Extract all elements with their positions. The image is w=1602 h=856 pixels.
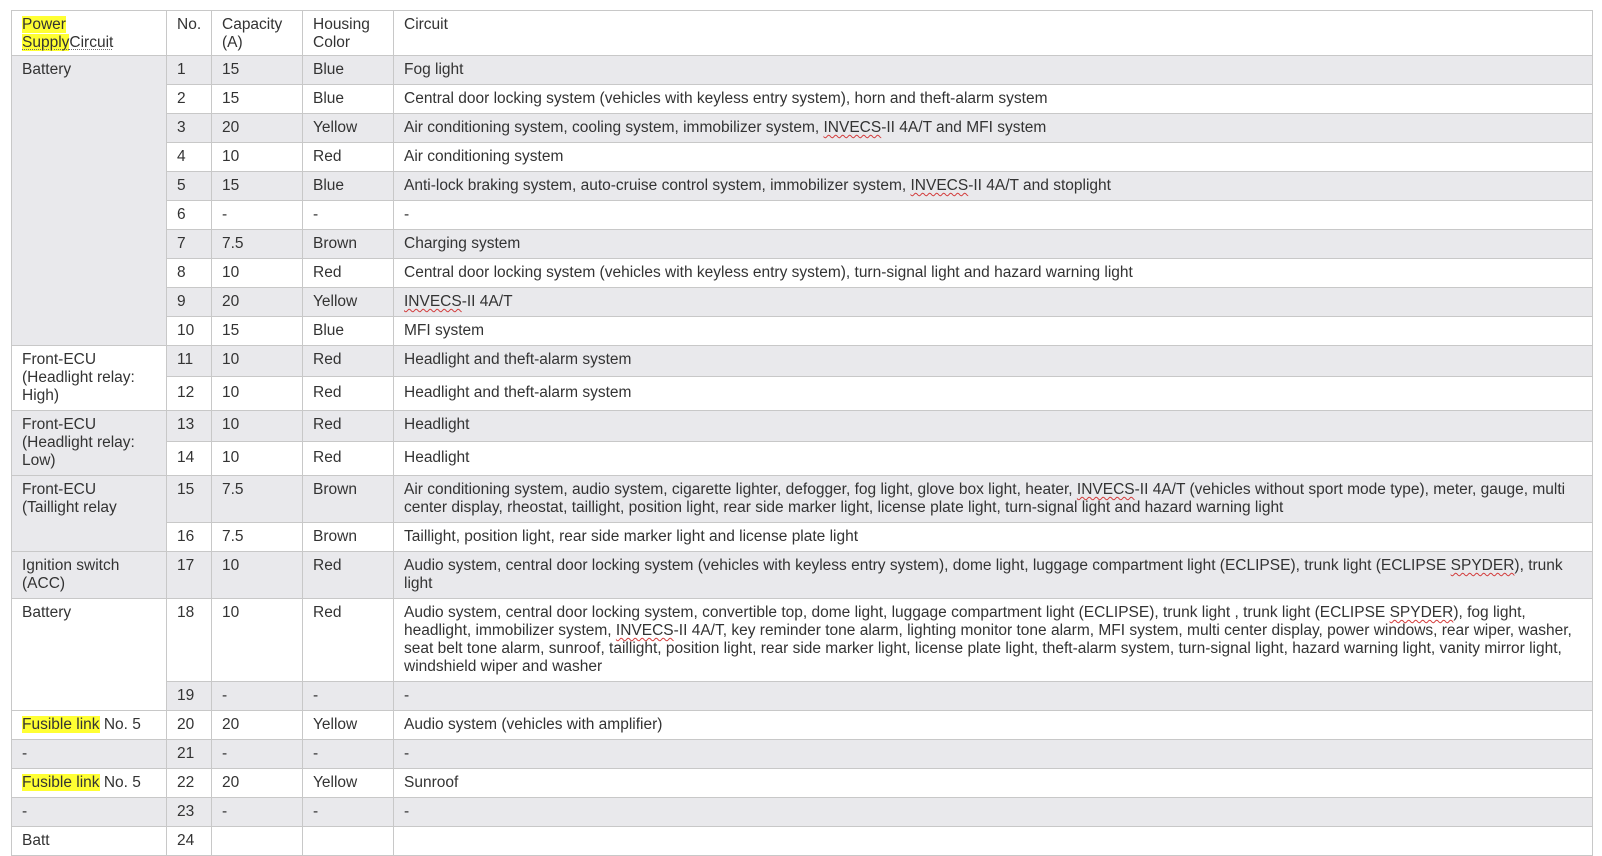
fuse-no: 7 [167,230,212,259]
table-row [12,143,1593,172]
fuse-capacity: 7.5 [212,230,303,259]
fuse-circuit: - [394,798,1593,827]
circuit-text: -II 4A/T and stoplight [968,177,1111,194]
table-row [12,798,1593,827]
fuse-circuit [394,599,1593,682]
fuse-capacity: 10 [212,552,303,599]
header-row [12,11,1593,56]
fuse-circuit: MFI system [394,317,1593,346]
fuse-circuit [394,476,1593,523]
fuse-color: Red [303,377,394,411]
fusible-link-number: No. 5 [99,774,141,791]
table-row [12,259,1593,288]
fuse-capacity: 15 [212,317,303,346]
fuse-no: 10 [167,317,212,346]
spellcheck-invecs: INVECS [823,119,882,136]
fuse-circuit: - [394,682,1593,711]
fuse-circuit: Central door locking system (vehicles with keyless entry system), horn and theft-alarm system [394,85,1593,114]
highlight-supply: Supply [22,34,70,51]
fuse-color: - [303,740,394,769]
fuse-color: Red [303,442,394,476]
table-row [12,85,1593,114]
fuse-capacity: 15 [212,172,303,201]
fuse-color: Red [303,143,394,172]
fuse-capacity [212,827,303,856]
fuse-no: 14 [167,442,212,476]
circuit-text: Air conditioning system, cooling system, immobilizer system, [404,119,824,136]
fuse-circuit: Headlight [394,411,1593,442]
spellcheck-invecs: INVECS [1076,481,1135,498]
fuse-circuit: Charging system [394,230,1593,259]
fuse-color: Brown [303,523,394,552]
fuse-capacity: 20 [212,711,303,740]
circuit-text: -II 4A/T, key reminder tone alarm, lighting monitor tone alarm, MFI system, multi center display, power windows, rear wiper, washer, seat belt tone alarm, sunroof, taillight, position light, rear side marker light, license plate light, theft-alarm system, turn-signal light, hazard warning light, vanity mirror light, windshield wiper and washer [404,622,1572,675]
circuit-text: -II 4A/T and MFI system [881,119,1047,136]
fuse-color: Blue [303,172,394,201]
circuit-text: Anti-lock braking system, auto-cruise control system, immobilizer system, [404,177,911,194]
fuse-circuit: Audio system (vehicles with amplifier) [394,711,1593,740]
fuse-color: Red [303,411,394,442]
table-row [12,769,1593,798]
spellcheck-spyder: SPYDER [1389,604,1454,621]
fuse-capacity: 15 [212,85,303,114]
highlight-power: Power [22,16,66,33]
table-row [12,201,1593,230]
header-circuit: Circuit [394,11,1593,56]
circuit-text: Audio system, central door locking system, convertible top, dome light, luggage compartment light (ECLIPSE), trunk light , trunk light (ECLIPSE [404,604,1390,621]
fuse-circuit [394,288,1593,317]
fuse-table-container [11,10,1593,856]
fuse-no: 11 [167,346,212,377]
table-row [12,552,1593,599]
header-power-supply [12,11,167,56]
fuse-no: 23 [167,798,212,827]
table-row [12,599,1593,682]
fuse-circuit: Sunroof [394,769,1593,798]
fuse-no: 16 [167,523,212,552]
fuse-no: 9 [167,288,212,317]
header-no: No. [167,11,212,56]
fuse-no: 18 [167,599,212,682]
power-supply-front-ecu-low: Front-ECU (Headlight relay: Low) [12,411,167,476]
fuse-no: 2 [167,85,212,114]
fuse-capacity: - [212,201,303,230]
power-supply-none: - [12,798,167,827]
fuse-color: Red [303,552,394,599]
fuse-no: 5 [167,172,212,201]
fuse-capacity: - [212,740,303,769]
fuse-circuit: Headlight [394,442,1593,476]
fuse-circuit: Taillight, position light, rear side marker light and license plate light [394,523,1593,552]
fuse-no: 19 [167,682,212,711]
table-row [12,523,1593,552]
fuse-circuit: Air conditioning system [394,143,1593,172]
fuse-color: Blue [303,56,394,85]
fuse-circuit: - [394,201,1593,230]
spellcheck-spyder: SPYDER [1450,557,1515,574]
fuse-circuit: - [394,740,1593,769]
table-row [12,827,1593,856]
table-row [12,172,1593,201]
fuse-no: 20 [167,711,212,740]
fuse-color: - [303,798,394,827]
highlight-fusible-link: Fusible link [22,774,100,791]
fuse-circuit [394,114,1593,143]
fuse-capacity: 10 [212,411,303,442]
fuse-capacity: 20 [212,288,303,317]
fuse-circuit: Central door locking system (vehicles with keyless entry system), turn-signal light and hazard warning light [394,259,1593,288]
circuit-text: Air conditioning system, audio system, cigarette lighter, defogger, fog light, glove box light, heater, [404,481,1077,498]
table-row [12,711,1593,740]
fuse-no: 12 [167,377,212,411]
power-supply-front-ecu-taillight: Front-ECU (Taillight relay [12,476,167,552]
fuse-no: 13 [167,411,212,442]
table-row [12,230,1593,259]
table-row [12,476,1593,523]
power-supply-front-ecu-high: Front-ECU (Headlight relay: High) [12,346,167,411]
fuse-capacity: 10 [212,143,303,172]
fuse-circuit [394,827,1593,856]
fuse-color: Blue [303,85,394,114]
table-row [12,346,1593,377]
fuse-capacity: - [212,682,303,711]
power-supply-battery-2: Battery [12,599,167,711]
power-supply-fusible-link [12,769,167,798]
table-row [12,288,1593,317]
fuse-capacity: 7.5 [212,523,303,552]
fuse-capacity: 10 [212,259,303,288]
circuit-text: -II 4A/T [461,293,513,310]
fuse-no: 4 [167,143,212,172]
fuse-capacity: 20 [212,114,303,143]
highlight-fusible-link: Fusible link [22,716,100,733]
fuse-no: 22 [167,769,212,798]
circuit-text: ), fog light, headlight, immobilizer system, [404,604,1526,639]
table-row [12,442,1593,476]
header-capacity: Capacity (A) [212,11,303,56]
fuse-color: Yellow [303,114,394,143]
fuse-circuit [394,552,1593,599]
fuse-capacity: 10 [212,377,303,411]
fuse-no: 17 [167,552,212,599]
circuit-text: -II 4A/T (vehicles without sport mode type), meter, gauge, multi center display, rheostat, taillight, position light, rear side marker light, license plate light, turn-signal light and hazard warning light [404,481,1566,516]
fuse-table [11,10,1593,856]
fuse-circuit: Headlight and theft-alarm system [394,377,1593,411]
fuse-capacity: 10 [212,346,303,377]
fuse-capacity: - [212,798,303,827]
header-housing-color: Housing Color [303,11,394,56]
fuse-circuit: Fog light [394,56,1593,85]
table-row [12,377,1593,411]
fuse-no: 21 [167,740,212,769]
fuse-no: 6 [167,201,212,230]
power-supply-ignition-switch: Ignition switch (ACC) [12,552,167,599]
fuse-color: Brown [303,476,394,523]
table-row [12,682,1593,711]
fuse-color: - [303,201,394,230]
fuse-capacity: 15 [212,56,303,85]
spellcheck-invecs: INVECS [404,293,462,310]
power-supply-battery: Battery [12,56,167,346]
fuse-capacity: 20 [212,769,303,798]
fuse-circuit: Headlight and theft-alarm system [394,346,1593,377]
header-circuit-word: Circuit [69,34,114,51]
power-supply-battery-partial: Batt [12,827,167,856]
circuit-text: ), trunk light [404,557,1563,592]
fuse-color: Yellow [303,288,394,317]
table-row [12,740,1593,769]
spellcheck-invecs: INVECS [910,177,969,194]
fuse-color: Blue [303,317,394,346]
fuse-no: 1 [167,56,212,85]
fuse-color: Red [303,599,394,682]
fuse-color [303,827,394,856]
fuse-capacity: 10 [212,442,303,476]
fuse-color: Yellow [303,769,394,798]
table-row [12,317,1593,346]
fuse-circuit [394,172,1593,201]
fuse-no: 15 [167,476,212,523]
power-supply-none: - [12,740,167,769]
fuse-color: Brown [303,230,394,259]
fuse-color: Yellow [303,711,394,740]
circuit-text: Audio system, central door locking system (vehicles with keyless entry system), dome light, luggage compartment light (ECLIPSE), trunk light (ECLIPSE [404,557,1451,574]
fuse-color: Red [303,346,394,377]
spellcheck-invecs: INVECS [615,622,674,639]
table-row [12,56,1593,85]
fuse-no: 3 [167,114,212,143]
fuse-color: Red [303,259,394,288]
table-row [12,114,1593,143]
fuse-capacity: 10 [212,599,303,682]
fuse-no: 8 [167,259,212,288]
fuse-color: - [303,682,394,711]
fuse-capacity: 7.5 [212,476,303,523]
fuse-no: 24 [167,827,212,856]
power-supply-fusible-link [12,711,167,740]
table-row [12,411,1593,442]
fusible-link-number: No. 5 [99,716,141,733]
